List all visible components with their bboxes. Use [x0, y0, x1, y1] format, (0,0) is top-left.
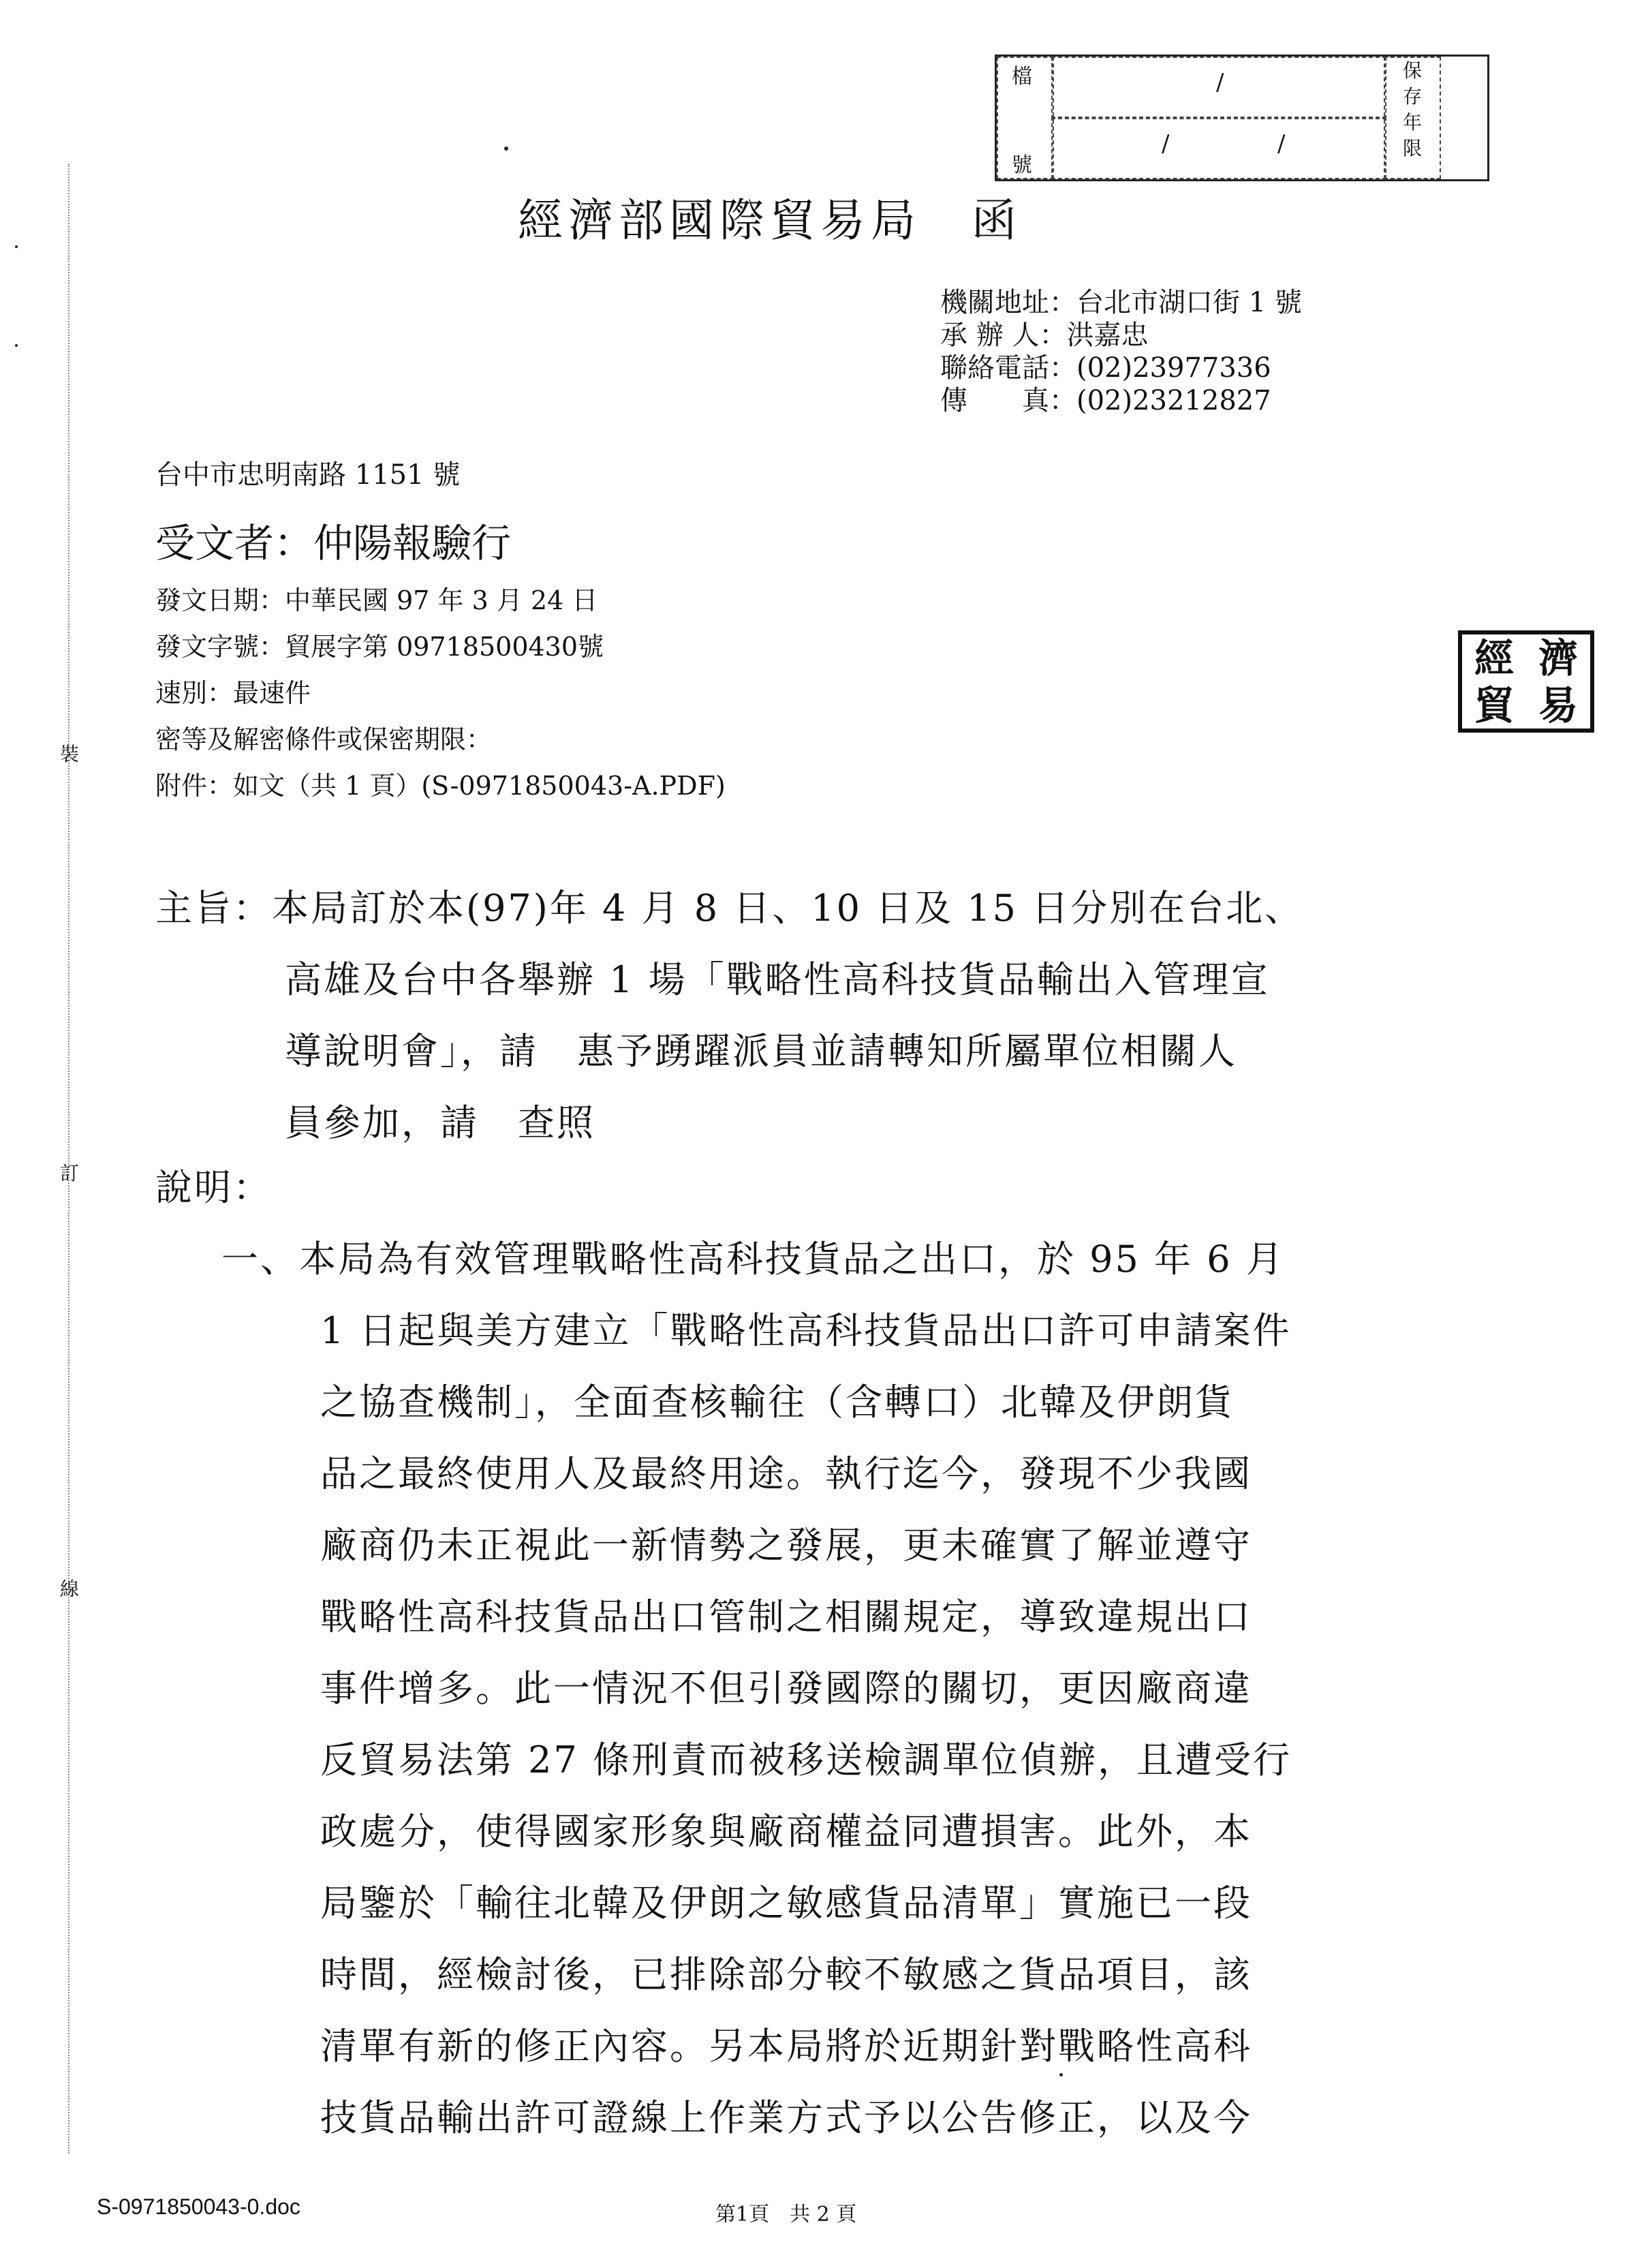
contact-row: 承 辦 人：洪嘉忠 [940, 320, 1149, 351]
issue-date: 發文日期：中華民國 97 年 3 月 24 日 [155, 585, 598, 615]
explanation-line: 政處分，使得國家形象與廠商權益同遭損害。此外，本 [320, 1810, 1252, 1853]
contact-value: 洪嘉忠 [1066, 320, 1149, 351]
filing-number-bottom-cell [1051, 117, 1386, 179]
filing-label-top: 檔 [1012, 65, 1032, 89]
issue-number: 發文字號：貿展字第 09718500430號 [155, 632, 604, 662]
recipient: 受文者：仲陽報驗行 [155, 520, 512, 566]
keep-period-char: 限 [1402, 137, 1422, 159]
urgency: 速別：最速件 [155, 678, 311, 708]
explanation-line: 1 日起與美方建立「戰略性高科技貨品出口許可申請案件 [320, 1309, 1292, 1352]
seal-char: 易 [1538, 681, 1578, 729]
scan-speck [504, 147, 508, 151]
contact-value: 台北市湖口街 1 號 [1076, 287, 1302, 318]
contact-label: 機關地址 [940, 287, 1049, 318]
explanation-line: 技貨品輸出許可證線上作業方式予以公告修正，以及今 [320, 2096, 1252, 2139]
scan-speck [15, 245, 18, 248]
confidentiality: 密等及解密條件或保密期限： [155, 724, 493, 754]
recipient-address: 台中市忠明南路 1151 號 [155, 459, 461, 491]
explanation-line: 事件增多。此一情況不但引發國際的關切，更因廠商違 [320, 1667, 1252, 1710]
official-seal [1458, 630, 1594, 733]
keep-period-char: 年 [1402, 111, 1422, 134]
subject-line: 員參加，請 查照 [285, 1101, 595, 1144]
filing-label-bottom: 號 [1012, 153, 1032, 177]
scan-speck [1059, 2073, 1063, 2077]
contact-row: 傳 真：(02)23212827 [940, 385, 1271, 416]
document-title: 經濟部國際貿易局 函 [518, 194, 1022, 247]
keep-period-char: 存 [1402, 85, 1422, 108]
explanation-line: 之協查機制」，全面查核輸往（含轉口）北韓及伊朗貨 [320, 1381, 1234, 1424]
filing-slash: / [1277, 130, 1286, 157]
filing-slash: / [1216, 69, 1224, 96]
explanation-line: 戰略性高科技貨品出口管制之相關規定，導致違規出口 [320, 1595, 1252, 1638]
explanation-line: 時間，經檢討後，已排除部分較不敏感之貨品項目，該 [320, 1953, 1252, 1996]
footer-file-name: S-0971850043-0.doc [97, 2194, 300, 2219]
subject-line: 導說明會」，請 惠予踴躍派員並請轉知所屬單位相關人 [285, 1030, 1237, 1073]
seal-char: 貿 [1474, 681, 1514, 729]
contact-label: 聯絡電話 [940, 352, 1049, 384]
filing-slash: / [1162, 130, 1170, 157]
filing-number-box [995, 55, 1489, 181]
footer-page-number: 第1頁 共 2 頁 [715, 2203, 857, 2226]
subject-line: 主旨：本局訂於本(97)年 4 月 8 日、10 日及 15 日分別在台北、 [155, 887, 1304, 930]
explanation-line: 反貿易法第 27 條刑責而被移送檢調單位偵辦，且遭受行 [320, 1738, 1292, 1781]
subject-line: 高雄及台中各舉辦 1 場「戰略性高科技貨品輸出入管理宣 [285, 958, 1270, 1001]
contact-label: 傳 真 [940, 385, 1049, 416]
contact-label: 承 辦 人 [940, 320, 1040, 351]
contact-row: 機關地址：台北市湖口街 1 號 [940, 287, 1302, 318]
filing-label-cell [997, 57, 1054, 179]
binding-mark-ding: 訂 [60, 1162, 80, 1184]
binding-mark-zhuang: 裝 [60, 743, 80, 765]
explanation-line: 清單有新的修正內容。另本局將於近期針對戰略性高科 [320, 2025, 1252, 2068]
explanation-line: 廠商仍未正視此一新情勢之發展，更未確實了解並遵守 [320, 1524, 1252, 1567]
seal-char: 濟 [1538, 634, 1578, 681]
explanation-line: 品之最終使用人及最終用途。執行迄今，發現不少我國 [320, 1452, 1252, 1495]
keep-period-cell [1384, 57, 1441, 179]
keep-period-char: 保 [1402, 59, 1422, 82]
explanation-heading: 說明： [155, 1166, 272, 1209]
explanation-line: 局鑒於「輸往北韓及伊朗之敏感貨品清單」實施已一段 [320, 1882, 1252, 1925]
filing-number-top-cell [1051, 57, 1386, 119]
attachment: 附件：如文（共 1 頁）(S-0971850043-A.PDF) [155, 771, 726, 801]
contact-row: 聯絡電話：(02)23977336 [940, 352, 1271, 384]
contact-value: (02)23212827 [1076, 385, 1271, 416]
binding-mark-xian: 線 [60, 1578, 80, 1600]
scan-speck [15, 344, 18, 347]
explanation-line: 一、本局為有效管理戰略性高科技貨品之出口，於 95 年 6 月 [221, 1238, 1285, 1281]
contact-value: (02)23977336 [1076, 352, 1271, 384]
seal-char: 經 [1474, 634, 1514, 681]
contact-block [940, 286, 1302, 417]
